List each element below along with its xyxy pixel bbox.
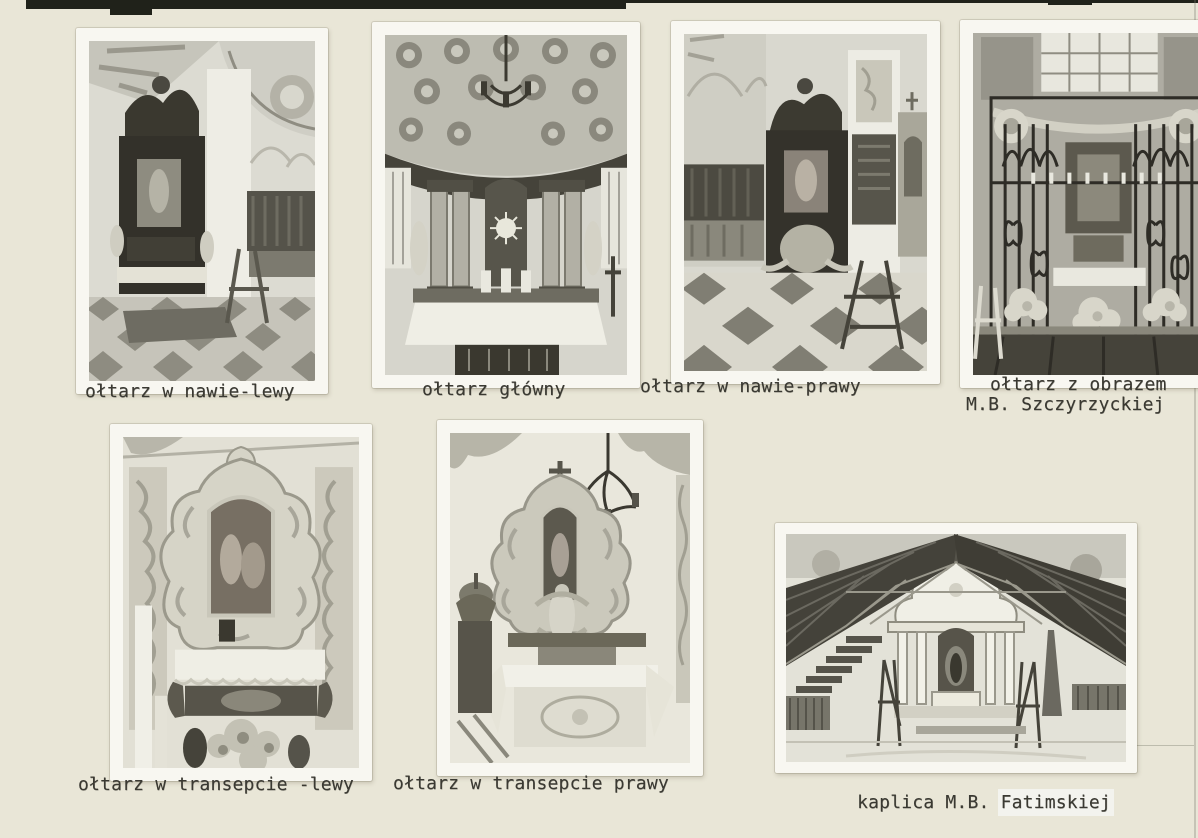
caption-fatima-chapel (835, 773, 1111, 813)
film-edge-notch (110, 0, 152, 15)
film-edge-top-thin (600, 0, 1198, 3)
caption-fatima-chapel-corrected-word: Fatimskiej (1000, 792, 1111, 813)
photo-card-nave-right-altar (671, 21, 940, 384)
caption-fatima-chapel-prefix: kaplica M.B. (857, 792, 1001, 813)
photo-transept-left-altar (123, 437, 359, 768)
photo-nave-left-altar-image (89, 41, 315, 381)
photo-mb-szczyrzycka-altar (973, 33, 1198, 375)
caption-transept-right-altar: ołtarz w transepcie prawy (393, 773, 669, 794)
photo-fatima-chapel (786, 534, 1126, 762)
photo-main-altar (385, 35, 627, 375)
photo-transept-left-altar-image (123, 437, 359, 768)
caption-mb-szczyrzycka-line1: ołtarz z obrazem (990, 374, 1167, 395)
photo-nave-left-altar (89, 41, 315, 381)
photo-card-fatima-chapel (775, 523, 1137, 773)
photo-main-altar-image (385, 35, 627, 375)
photo-card-main-altar (372, 22, 640, 388)
photo-card-transept-right-altar (437, 420, 703, 776)
caption-main-altar: ołtarz główny (422, 379, 566, 400)
photo-card-transept-left-altar (110, 424, 372, 781)
caption-transept-left-altar: ołtarz w transepcie -lewy (78, 774, 354, 795)
photo-transept-right-altar (450, 433, 690, 763)
film-edge-blob (1048, 0, 1092, 5)
photo-mb-szczyrzycka-altar-image (973, 33, 1198, 375)
photo-nave-right-altar-image (684, 34, 927, 371)
photo-fatima-chapel-image (786, 534, 1126, 762)
photo-transept-right-altar-image (450, 433, 690, 763)
caption-nave-right-altar: ołtarz w nawie-prawy (640, 376, 861, 397)
caption-mb-szczyrzycka-line2: M.B. Szczyrzyckiej (966, 394, 1165, 415)
photo-card-nave-left-altar (76, 28, 328, 394)
caption-nave-left-altar: ołtarz w nawie-lewy (85, 381, 295, 402)
photo-card-mb-szczyrzycka-altar (960, 20, 1198, 388)
photo-nave-right-altar (684, 34, 927, 371)
